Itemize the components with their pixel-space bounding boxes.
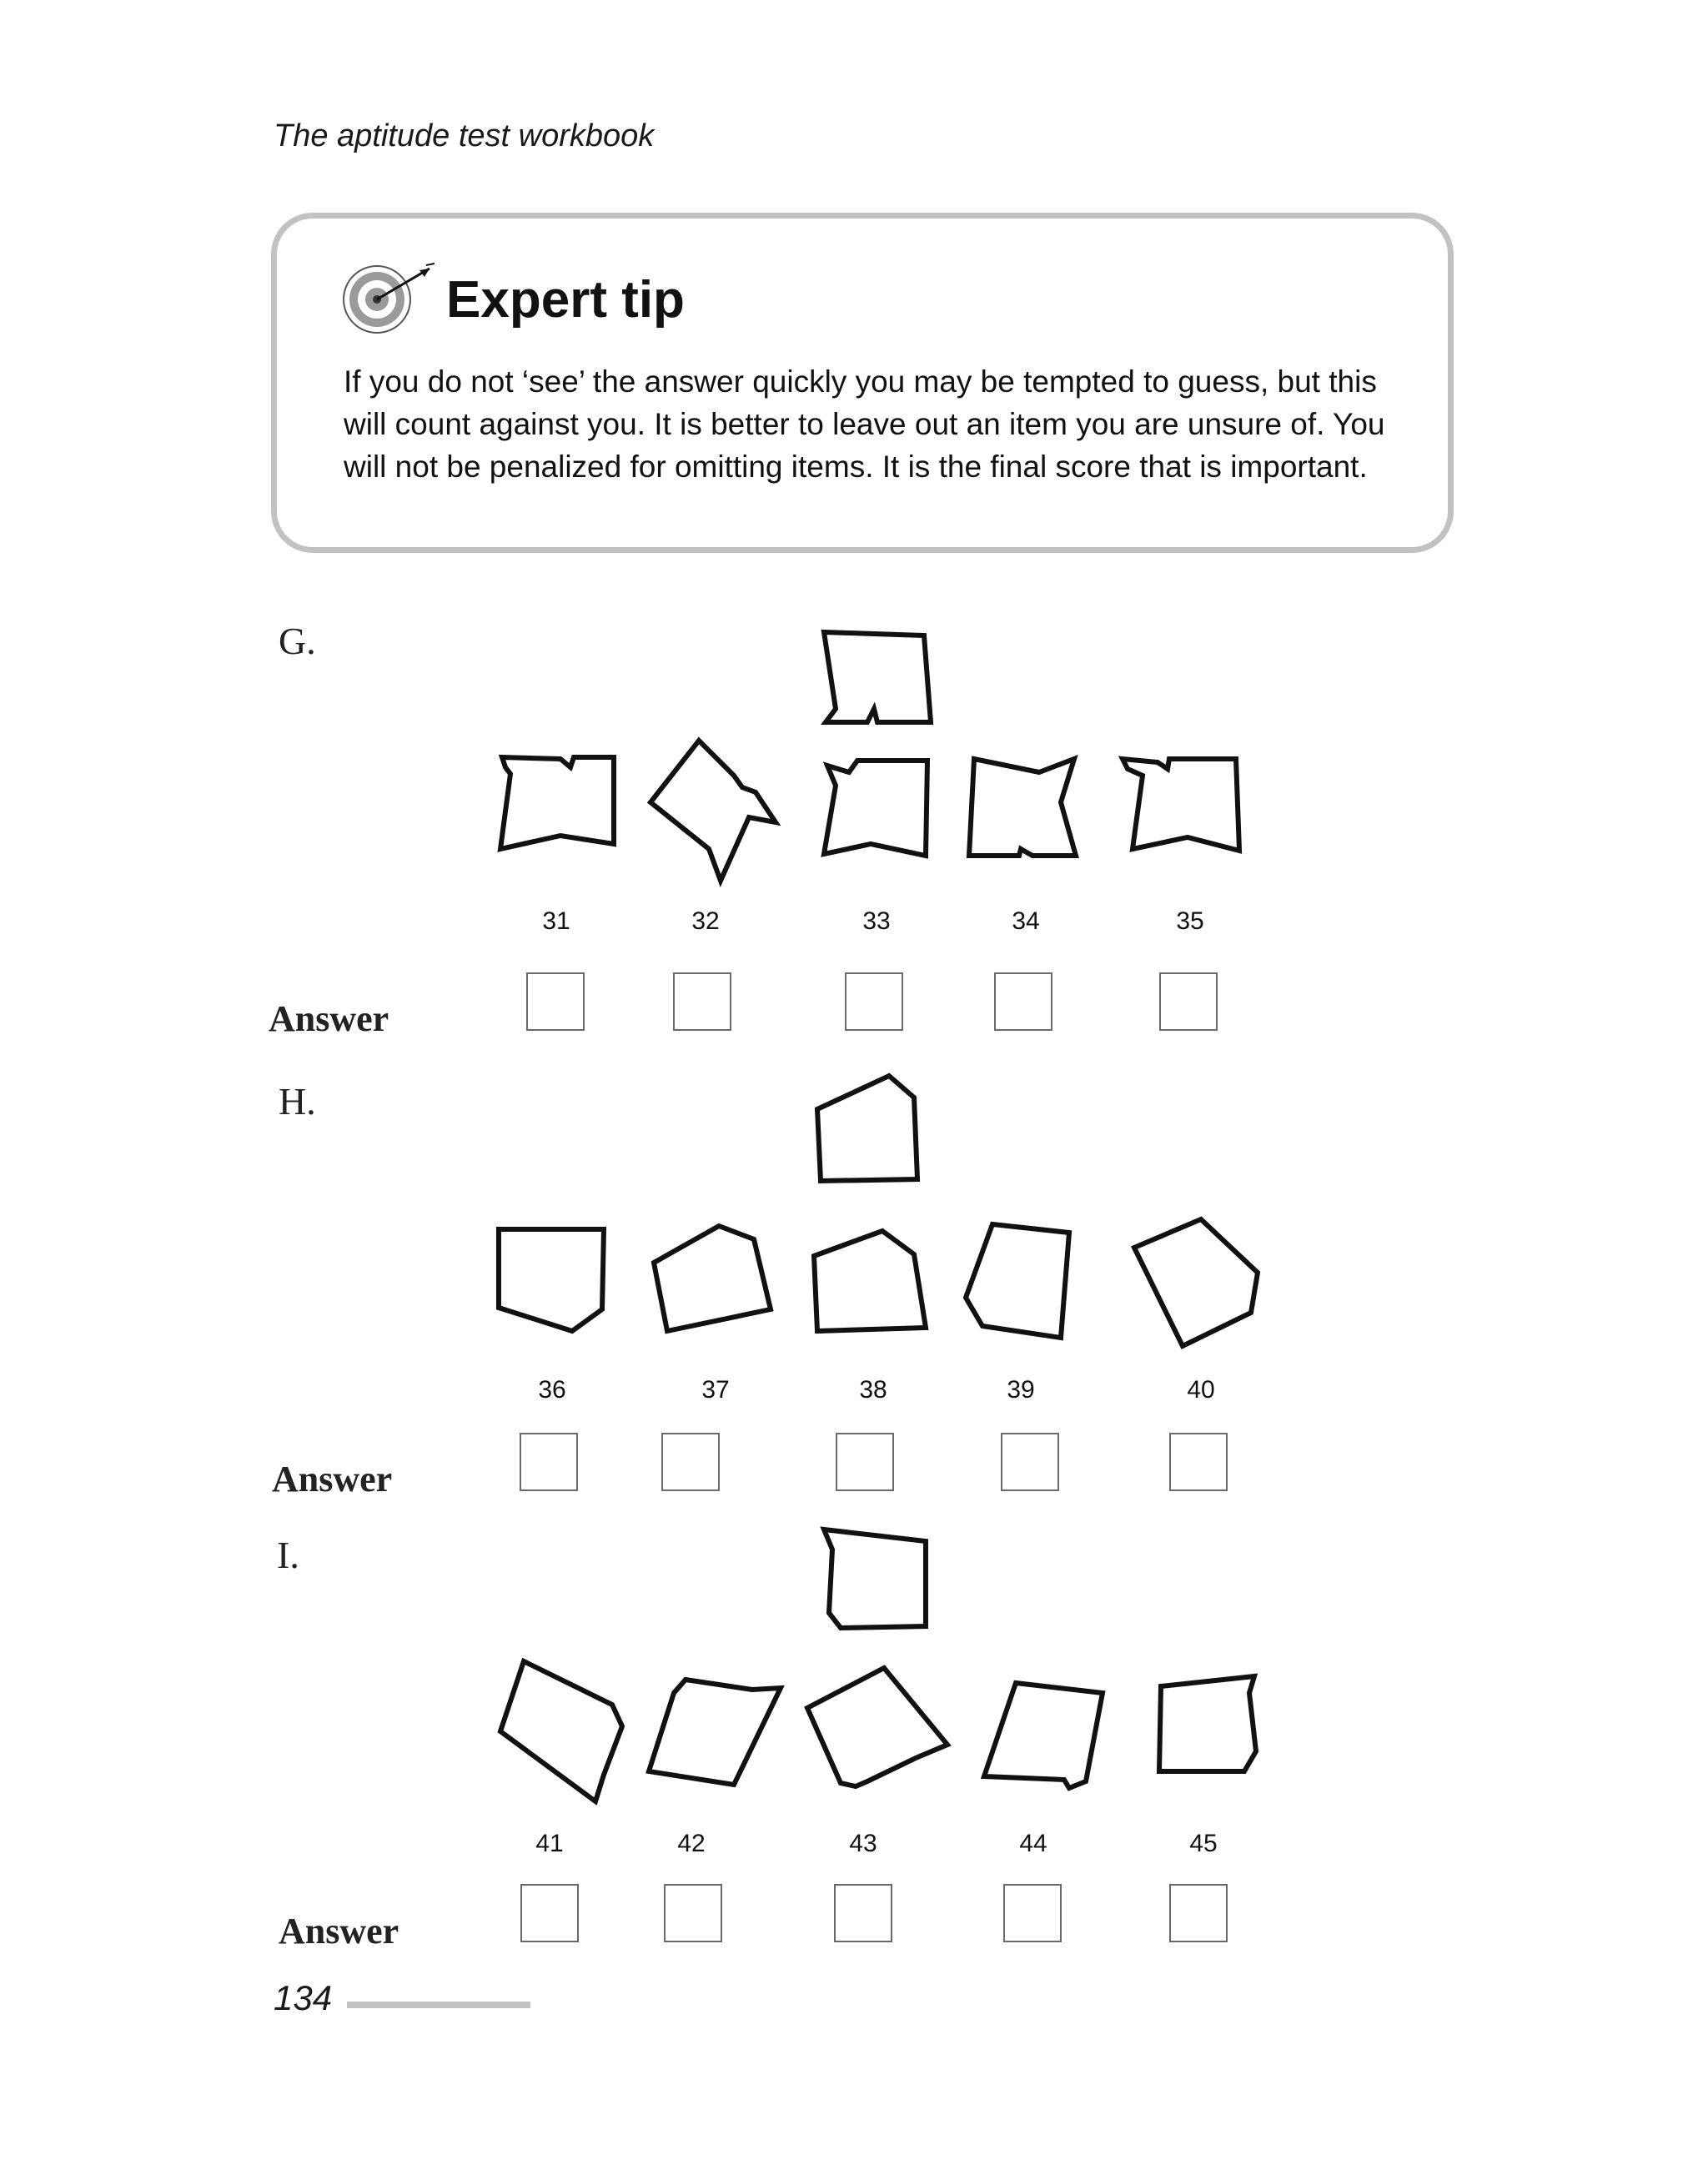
item-number-38: 38 — [859, 1376, 887, 1404]
item-number-43: 43 — [849, 1830, 877, 1857]
item-number-39: 39 — [1007, 1376, 1035, 1404]
shape-item-33 — [824, 761, 927, 856]
answer-box-43[interactable] — [834, 1884, 892, 1942]
page-number: 134 — [274, 1978, 333, 2017]
item-number-32: 32 — [691, 907, 720, 935]
answer-box-37[interactable] — [661, 1433, 720, 1491]
section-letter-h: H. — [279, 1080, 316, 1123]
answer-box-39[interactable] — [1001, 1433, 1059, 1491]
answer-label-i: Answer — [279, 1911, 399, 1951]
shape-item-34 — [969, 759, 1076, 856]
shape-item-44 — [984, 1683, 1103, 1788]
expert-tip-title: Expert tip — [446, 271, 685, 329]
answer-box-44[interactable] — [1003, 1884, 1062, 1942]
item-number-33: 33 — [862, 907, 891, 935]
shape-item-40 — [1134, 1219, 1258, 1346]
item-number-45: 45 — [1189, 1830, 1218, 1857]
expert-tip-line: will not be penalized for omitting items. It is the final score that is important. — [344, 450, 1368, 484]
answer-box-42[interactable] — [664, 1884, 722, 1942]
item-number-36: 36 — [538, 1376, 566, 1404]
item-number-44: 44 — [1019, 1830, 1047, 1857]
answer-box-31[interactable] — [526, 972, 585, 1031]
expert-tip-line: will count against you. It is better to leave out an item you are unsure of. You — [344, 407, 1385, 441]
shape-item-43 — [807, 1668, 947, 1786]
section-letter-g: G. — [279, 620, 316, 662]
shape-item-35 — [1123, 759, 1239, 851]
answer-box-34[interactable] — [994, 972, 1052, 1031]
shape-item-45 — [1159, 1676, 1256, 1771]
answer-box-36[interactable] — [520, 1433, 578, 1491]
shape-item-41 — [500, 1661, 622, 1801]
shape-item-42 — [649, 1680, 781, 1785]
shape-h-target — [817, 1076, 917, 1181]
answer-box-35[interactable] — [1159, 972, 1218, 1031]
answer-box-45[interactable] — [1169, 1884, 1228, 1942]
answer-box-41[interactable] — [520, 1884, 579, 1942]
shape-item-39 — [966, 1224, 1069, 1338]
shape-g-target — [824, 632, 931, 722]
answer-label-h: Answer — [272, 1459, 393, 1499]
item-number-42: 42 — [677, 1830, 706, 1857]
answer-label-g: Answer — [269, 998, 389, 1039]
answer-box-40[interactable] — [1169, 1433, 1228, 1491]
item-number-40: 40 — [1187, 1376, 1215, 1404]
shape-item-37 — [654, 1226, 771, 1331]
answer-box-33[interactable] — [845, 972, 903, 1031]
item-number-35: 35 — [1176, 907, 1204, 935]
item-number-34: 34 — [1012, 907, 1040, 935]
shape-item-32 — [651, 741, 776, 881]
item-number-31: 31 — [542, 907, 570, 935]
running-head: The aptitude test workbook — [274, 118, 655, 153]
answer-box-38[interactable] — [836, 1433, 894, 1491]
shape-i-target — [824, 1530, 926, 1628]
shape-item-36 — [499, 1229, 604, 1331]
expert-tip-line: If you do not ‘see’ the answer quickly you may be tempted to guess, but this — [344, 364, 1377, 399]
shape-item-38 — [814, 1231, 926, 1331]
item-number-37: 37 — [701, 1376, 730, 1404]
item-number-41: 41 — [535, 1830, 564, 1857]
shape-item-31 — [500, 757, 614, 849]
answer-box-32[interactable] — [673, 972, 731, 1031]
page-rule — [347, 2002, 530, 2008]
section-letter-i: I. — [277, 1534, 299, 1576]
